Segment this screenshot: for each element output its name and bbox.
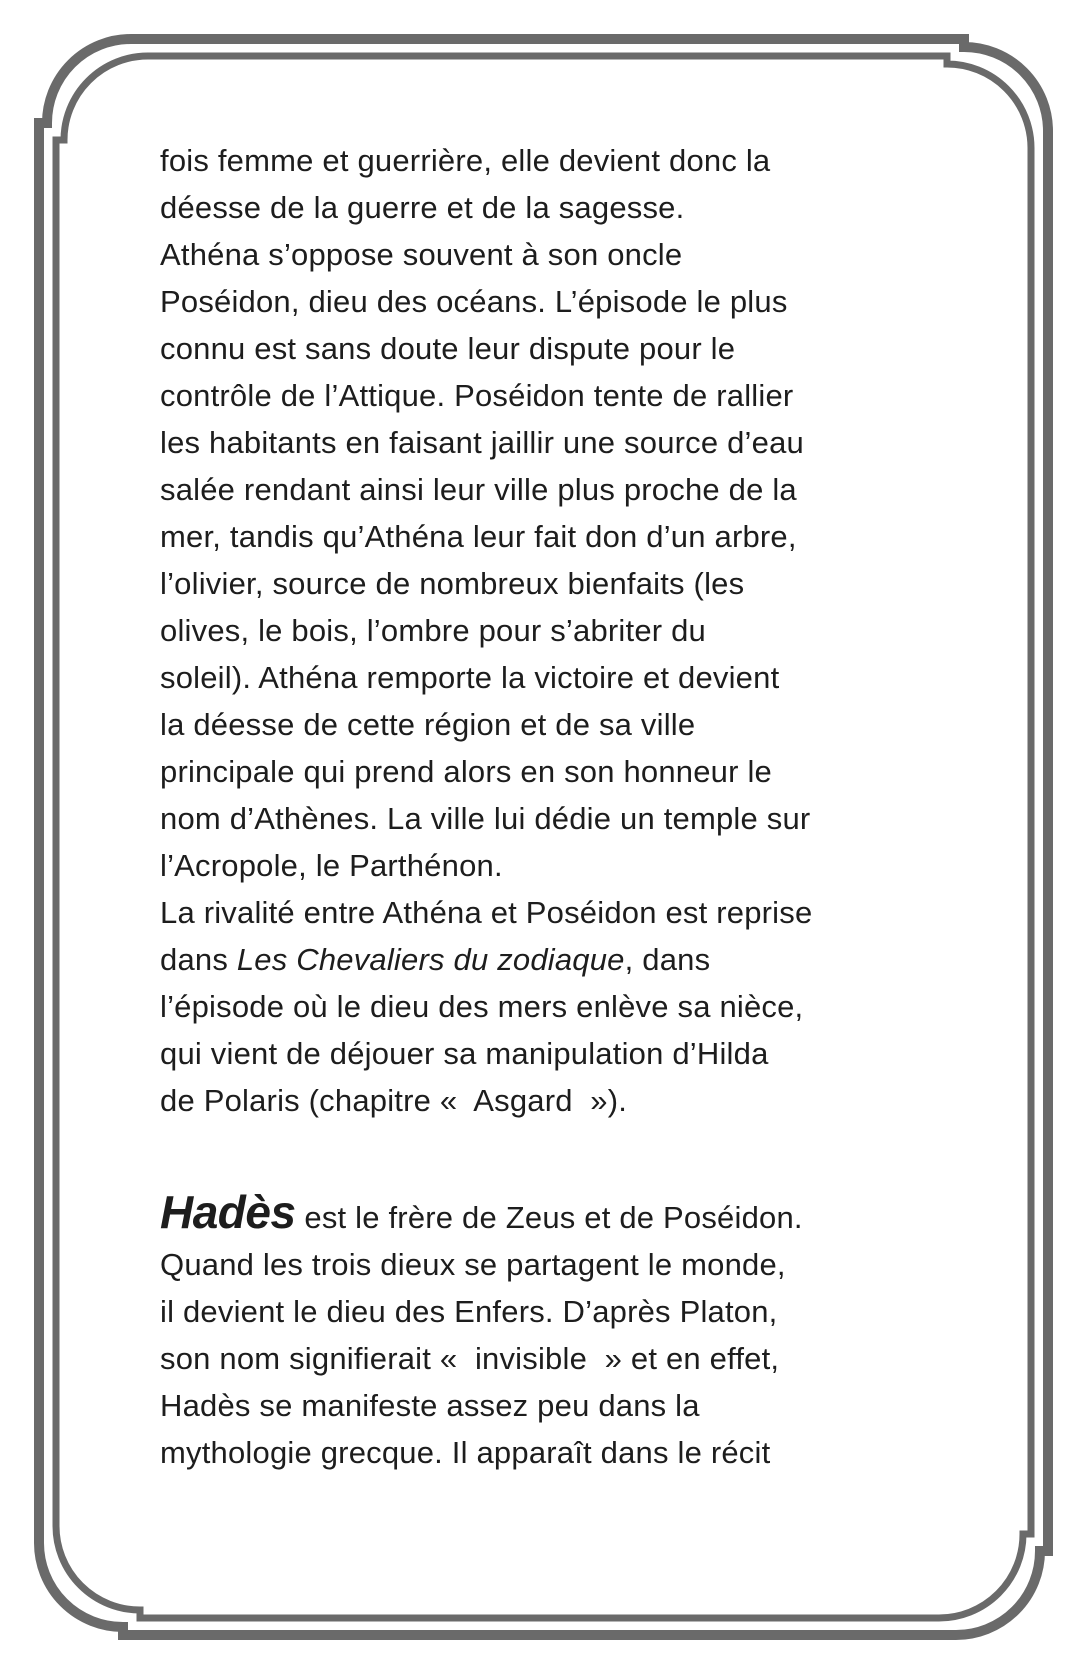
- text-segment: il devient le dieu des Enfers. D’après Platon,: [160, 1294, 778, 1329]
- text-segment: dans: [160, 942, 237, 977]
- text-segment: déesse de la guerre et de la sagesse.: [160, 190, 685, 225]
- text-line: [160, 1030, 920, 1077]
- body-text: [160, 137, 920, 1476]
- text-segment: la déesse de cette région et de sa ville: [160, 707, 696, 742]
- headword: Hadès: [160, 1186, 296, 1238]
- text-line: [160, 513, 920, 560]
- text-line: [160, 466, 920, 513]
- text-segment: Les Chevaliers du zodiaque: [236, 942, 625, 977]
- text-segment: Hadès se manifeste assez peu dans la: [160, 1388, 700, 1423]
- text-line: [160, 184, 920, 231]
- text-segment: Quand les trois dieux se partagent le monde,: [160, 1247, 786, 1282]
- text-segment: Poséidon, dieu des océans. L’épisode le plus: [160, 284, 788, 319]
- text-segment: est le frère de Zeus et de Poséidon.: [295, 1200, 803, 1235]
- text-segment: principale qui prend alors en son honneur le: [160, 754, 772, 789]
- text-segment: connu est sans doute leur dispute pour le: [160, 331, 736, 366]
- text-segment: de Polaris (chapitre « Asgard »).: [160, 1083, 628, 1118]
- text-segment: , dans: [624, 942, 711, 977]
- text-segment: l’olivier, source de nombreux bienfaits (les: [160, 566, 745, 601]
- text-line: [160, 607, 920, 654]
- text-segment: contrôle de l’Attique. Poséidon tente de rallier: [160, 378, 794, 413]
- text-line: [160, 1186, 920, 1241]
- text-segment: son nom signifierait « invisible » et en effet,: [160, 1341, 780, 1376]
- text-segment: soleil). Athéna remporte la victoire et devient: [160, 660, 780, 695]
- text-line: [160, 372, 920, 419]
- text-line: [160, 278, 920, 325]
- text-line: [160, 231, 920, 278]
- text-segment: les habitants en faisant jaillir une source d’eau: [160, 425, 804, 460]
- text-line: [160, 889, 920, 936]
- text-segment: nom d’Athènes. La ville lui dédie un temple sur: [160, 801, 811, 836]
- text-segment: La rivalité entre Athéna et Poséidon est reprise: [160, 895, 813, 930]
- text-line: [160, 137, 920, 184]
- text-segment: l’Acropole, le Parthénon.: [160, 848, 503, 883]
- text-line: [160, 1335, 920, 1382]
- text-line: [160, 983, 920, 1030]
- text-line: [160, 1429, 920, 1476]
- text-line: [160, 1288, 920, 1335]
- text-line: [160, 325, 920, 372]
- text-line: [160, 701, 920, 748]
- text-segment: fois femme et guerrière, elle devient donc la: [160, 143, 771, 178]
- text-line: [160, 1382, 920, 1429]
- text-line: [160, 795, 920, 842]
- text-segment: mythologie grecque. Il apparaît dans le récit: [160, 1435, 771, 1470]
- text-line: [160, 1077, 920, 1124]
- text-segment: mer, tandis qu’Athéna leur fait don d’un arbre,: [160, 519, 797, 554]
- text-line: [160, 419, 920, 466]
- text-segment: Athéna s’oppose souvent à son oncle: [160, 237, 683, 272]
- text-line: [160, 560, 920, 607]
- text-segment: l’épisode où le dieu des mers enlève sa nièce,: [160, 989, 804, 1024]
- text-line: [160, 748, 920, 795]
- text-line: [160, 842, 920, 889]
- text-segment: qui vient de déjouer sa manipulation d’Hilda: [160, 1036, 769, 1071]
- text-segment: salée rendant ainsi leur ville plus proche de la: [160, 472, 797, 507]
- text-line: [160, 654, 920, 701]
- text-line: [160, 1241, 920, 1288]
- text-line: [160, 936, 920, 983]
- text-segment: olives, le bois, l’ombre pour s’abriter du: [160, 613, 706, 648]
